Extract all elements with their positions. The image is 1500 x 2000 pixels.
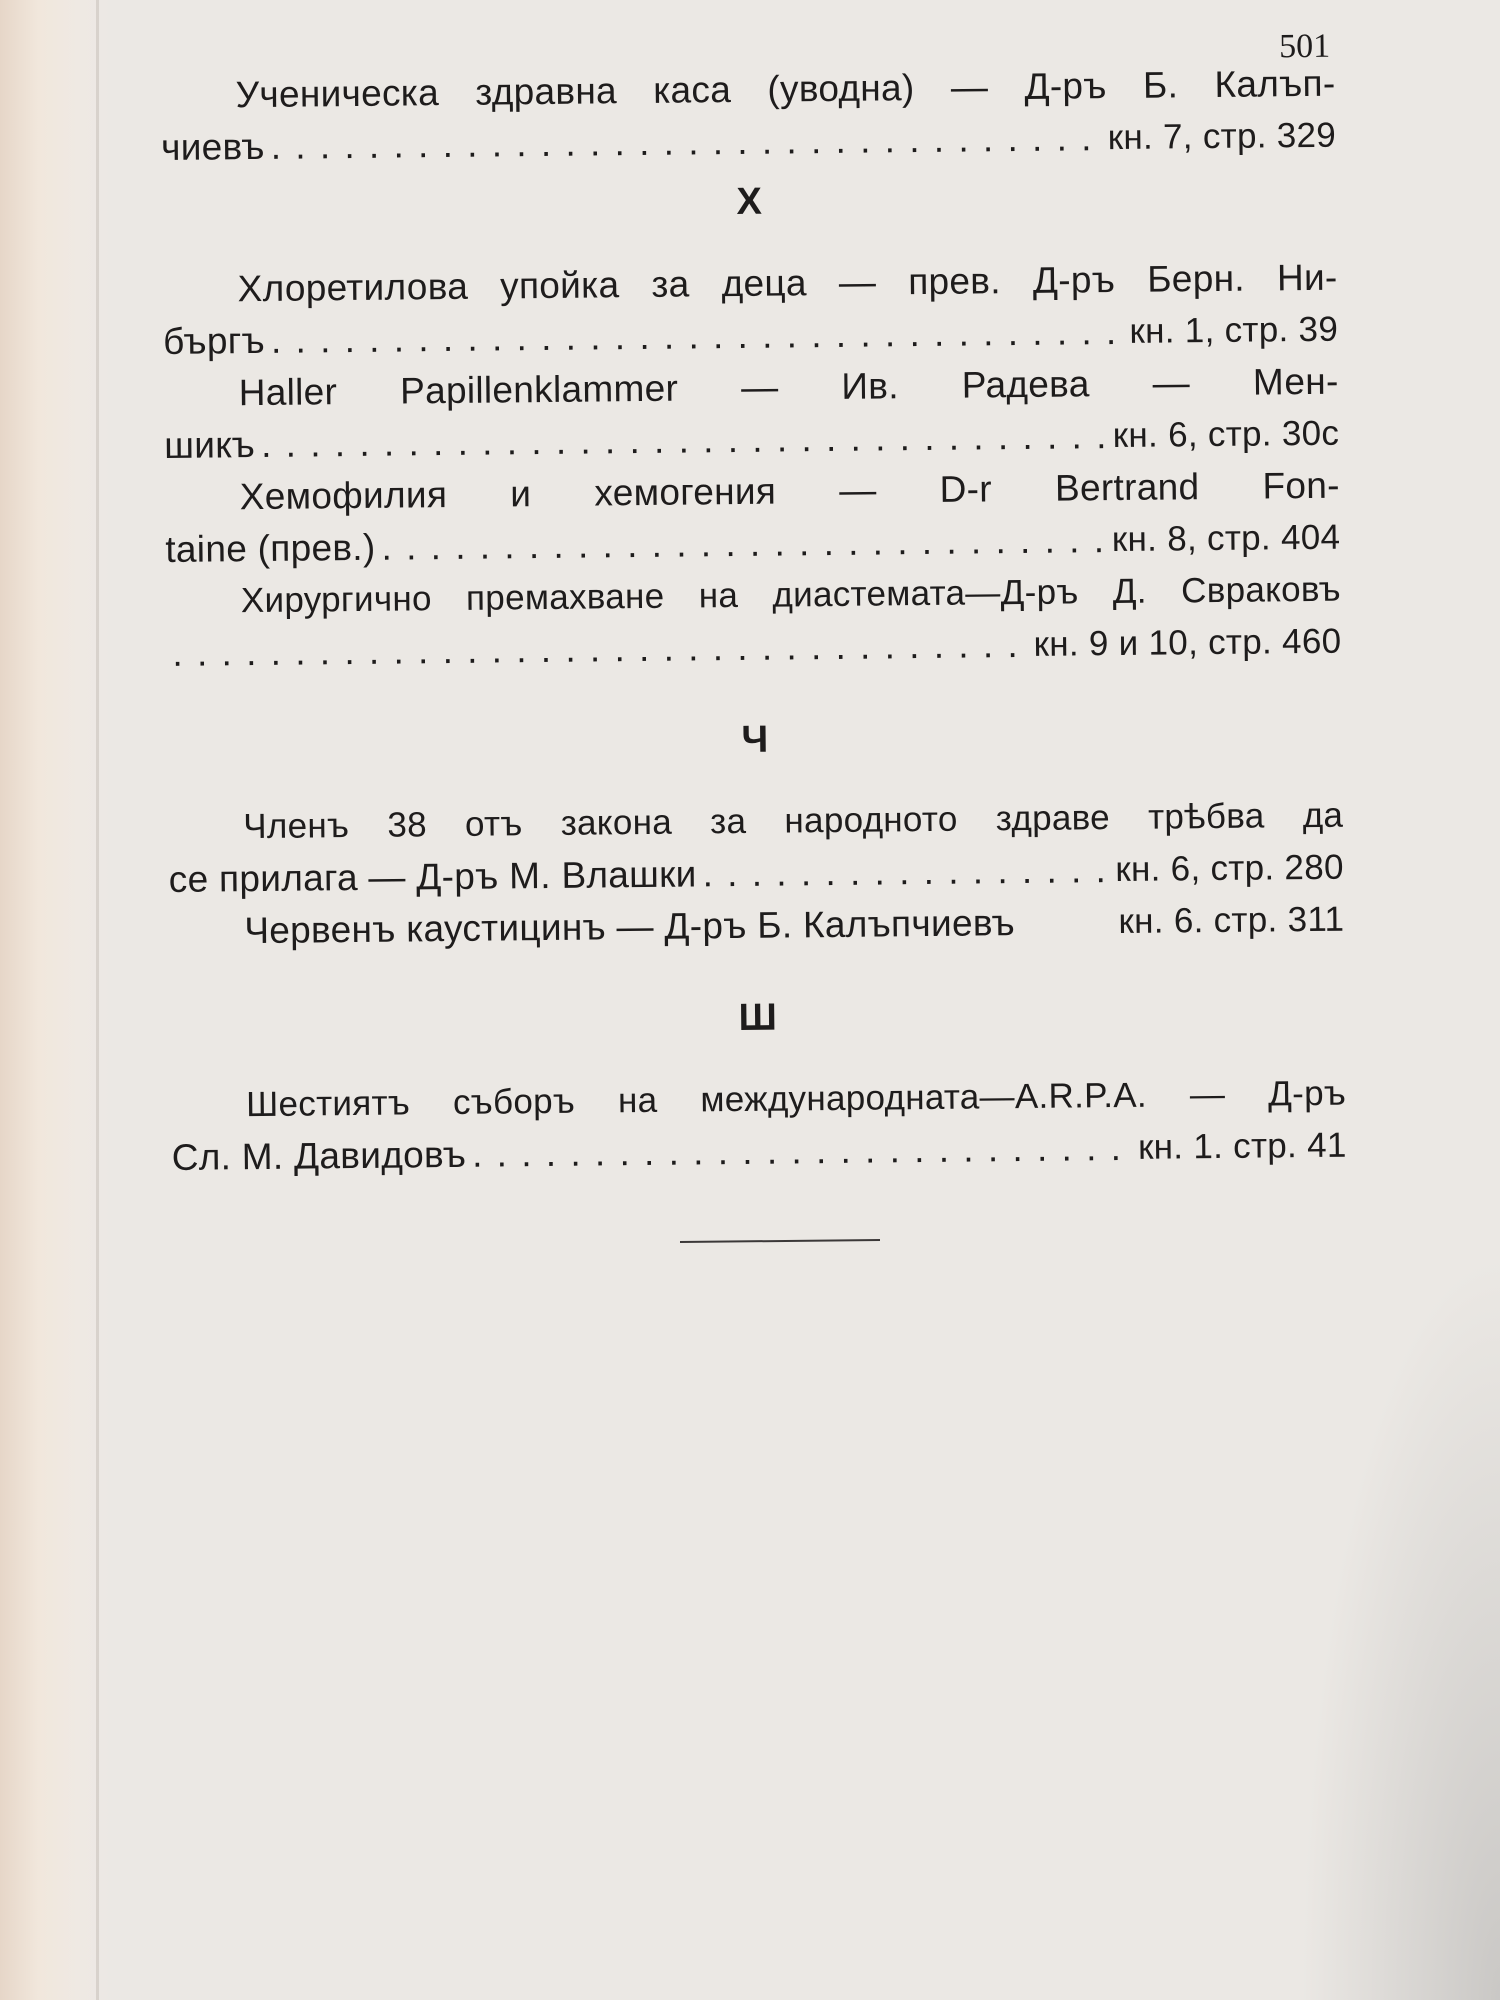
index-entry bbox=[169, 894, 1349, 958]
entry-title: Ученическа здравна каса (уводна) — Д-ръ Б. Калъп- bbox=[235, 62, 1336, 116]
entry-ref-line bbox=[166, 616, 1341, 680]
page-number: 501 bbox=[1278, 27, 1331, 66]
end-rule bbox=[680, 1239, 880, 1243]
entry-continuation: taine (прев.) bbox=[165, 526, 376, 570]
entry-title: Haller Papillenklammer — Ив. Радева — Мен- bbox=[238, 360, 1339, 414]
index-entry bbox=[166, 564, 1347, 680]
leader-dots bbox=[166, 619, 1034, 680]
entry-continuation: чиевъ bbox=[160, 125, 265, 168]
index-entry bbox=[162, 252, 1343, 368]
leader-dots bbox=[466, 1122, 1138, 1181]
section-heading: Ч bbox=[741, 718, 769, 761]
index-entry bbox=[160, 58, 1341, 174]
page-shadow bbox=[1300, 1250, 1500, 2000]
book-gutter bbox=[0, 0, 110, 2000]
leader-dots bbox=[375, 514, 1112, 574]
entry-reference: кн. 6. стр. 311 bbox=[1118, 899, 1345, 942]
index-page bbox=[160, 28, 1352, 1184]
entry-reference: кн. 8, стр. 404 bbox=[1111, 517, 1341, 560]
section-heading: Х bbox=[736, 180, 763, 223]
index-entry bbox=[171, 1068, 1352, 1184]
entry-title: Хлоретилова упойка за деца — прев. Д-ръ Берн. Ни- bbox=[237, 256, 1338, 310]
entry-ref-line bbox=[161, 110, 1336, 174]
entry-ref-line bbox=[171, 1120, 1346, 1184]
entry-reference: кн. 1. стр. 41 bbox=[1137, 1125, 1347, 1167]
index-entry bbox=[163, 356, 1344, 472]
entry-continuation: се прилага — Д-ръ М. Влашки bbox=[168, 853, 697, 900]
leader-dots bbox=[255, 410, 1113, 471]
entry-single-line bbox=[169, 894, 1344, 958]
section-heading: Ш bbox=[738, 996, 778, 1039]
entry-reference: кн. 7, стр. 329 bbox=[1107, 115, 1337, 158]
entry-reference: кн. 1, стр. 39 bbox=[1129, 309, 1339, 351]
leader-dots bbox=[696, 844, 1115, 900]
leader-dots bbox=[264, 112, 1108, 173]
entry-continuation: бъргъ bbox=[162, 319, 266, 362]
entry-reference: кн. 6, стр. 280 bbox=[1115, 847, 1344, 890]
entry-title: Шестиятъ съборъ на международната—A.R.P.A. — Д-ръ bbox=[245, 1073, 1347, 1125]
entry-continuation: Сл. М. Давидовъ bbox=[171, 1133, 467, 1178]
entry-reference: кн. 9 и 10, стр. 460 bbox=[1033, 621, 1342, 664]
leader-dots bbox=[265, 306, 1130, 367]
index-entry bbox=[168, 790, 1349, 906]
entry-reference: кн. 6, стр. 30с bbox=[1112, 413, 1340, 456]
entry-title: Хирургично премахване на диастемата—Д-ръ Д. Свраковъ bbox=[240, 569, 1342, 621]
index-entry bbox=[165, 460, 1346, 576]
entry-title: Членъ 38 отъ закона за народното здраве трѣбва да bbox=[243, 795, 1344, 847]
binding-edge bbox=[96, 0, 99, 2000]
entry-title: Червенъ каустицинъ — Д-ръ Б. Калъпчиевъ bbox=[244, 902, 1016, 952]
entry-title: Хемофилия и хемогения — D-r Bertrand Fon- bbox=[239, 464, 1340, 518]
entry-continuation: шикъ bbox=[164, 424, 256, 466]
